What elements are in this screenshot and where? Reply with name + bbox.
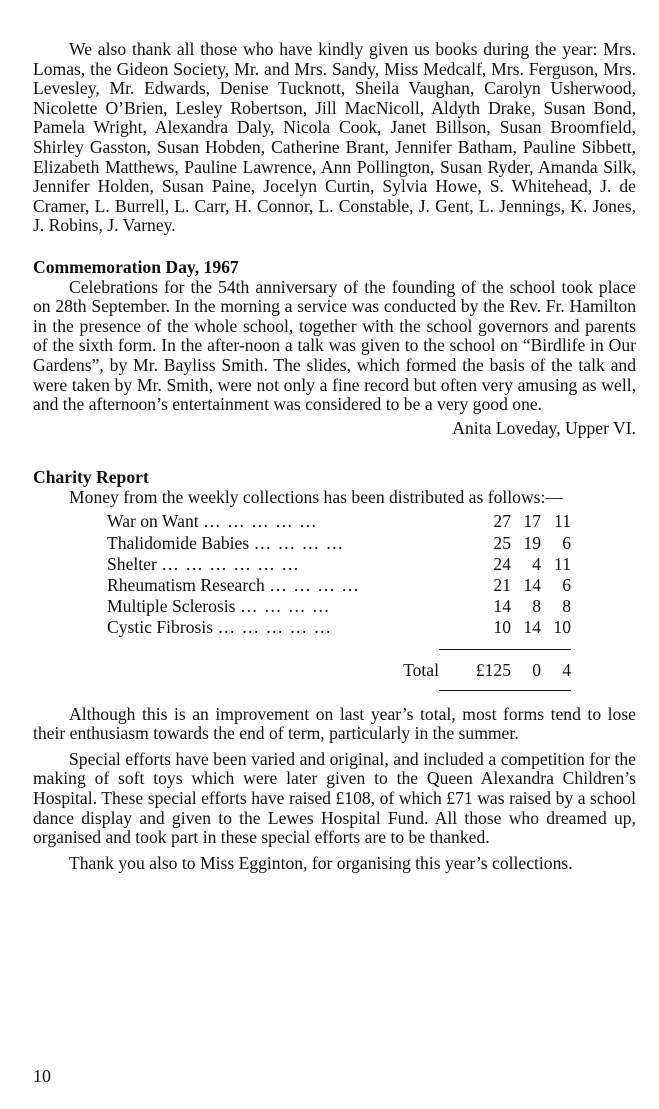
charity-paragraph-2: Special efforts have been varied and original, and included a competition for the making of soft toys which were later given to the Queen Alexandra Children’s Hospital. These special efforts have raised £108, of which £71 was raised by a school dance display and given to the Lewes Hospital Fund. All those who dreamed up, organised and took part in these special efforts are to be thanked.: [33, 748, 636, 848]
charity-row: [107, 511, 571, 532]
charity-name: [107, 511, 439, 532]
table-rule-top: [107, 639, 571, 650]
charity-pence: 6: [562, 575, 571, 596]
charity-pence: 6: [562, 532, 571, 553]
leader-dots: … … … … …: [203, 511, 318, 532]
charity-shillings: 4: [532, 553, 541, 574]
charity-pounds: 21: [493, 575, 511, 596]
charity-pounds: 25: [493, 532, 511, 553]
leader-dots: … … … … … …: [161, 553, 300, 574]
charity-shillings: 14: [523, 617, 541, 638]
charity-pounds: 24: [493, 553, 511, 574]
charity-row: [107, 617, 571, 638]
charity-row: [107, 596, 571, 617]
leader-dots: … … … … …: [217, 617, 333, 638]
total-shillings: 0: [532, 659, 541, 680]
charity-name-text: Multiple Sclerosis: [107, 596, 236, 617]
page-number: 10: [33, 1066, 51, 1086]
charity-shillings: 8: [532, 596, 541, 617]
charity-paragraph-1: Although this is an improvement on last year’s total, most forms tend to lose their enthusiasm towards the end of term, particularly in the summer.: [33, 703, 636, 744]
charity-row: [107, 533, 571, 554]
charity-shillings: 19: [523, 532, 541, 553]
charity-pence: 11: [554, 553, 571, 574]
charity-name-text: Cystic Fibrosis: [107, 617, 214, 638]
total-label: Total: [403, 659, 439, 680]
total-pounds: £125: [475, 659, 511, 680]
charity-pence: 8: [562, 596, 571, 617]
charity-name-text: Rheumatism Research: [107, 575, 265, 596]
commemoration-heading: Commemoration Day, 1967: [33, 256, 239, 277]
charity-name-text: War on Want: [107, 511, 199, 532]
charity-name-text: Shelter: [107, 553, 157, 574]
book-donors-paragraph: We also thank all those who have kindly given us books during the year: Mrs. Lomas, the Gideon Society, Mr. and Mrs. Sandy, Miss Medcalf, Mrs. Ferguson, Mrs. Levesley, Mr. Edwards, Denise Tucknott, Sheila Vaughan, Carolyn Usherwood, Nicolette O’Brien, Lesley Robertson, Jill MacNicoll, Aldyth Drake, Susan Bond, Pamela Wright, Alexandra Daly, Nicola Cook, Janet Billson, Susan Broomfield, Shirley Gasston, Susan Hobden, Catherine Brant, Jennifer Batham, Pauline Sibbett, Elizabeth Matthews, Pauline Lawrence, Ann Pollington, Susan Ryder, Amanda Silk, Jennifer Holden, Susan Paine, Jocelyn Curtin, Sylvia Howe, S. Whitehead, J. de Cramer, L. Burrell, L. Carr, H. Connor, L. Constable, J. Gent, L. Jennings, K. Jones, J. Robins, J. Varney.: [33, 39, 636, 236]
charity-pounds: 10: [493, 617, 511, 638]
charity-paragraph-3: Thank you also to Miss Egginton, for organising this year’s collections.: [69, 852, 573, 873]
commemoration-body: Celebrations for the 54th anniversary of the founding of the school took place on 28th September. In the morning a service was conducted by the Rev. Fr. Hamilton in the presence of the whole school, together with the school governors and parents of the sixth form. In the after-noon a talk was given to the school on “Birdlife in Our Gardens”, by Mr. Bayliss Smith. The slides, which formed the basis of the talk and were taken by Mr. Smith, were not only a fine record but often very amusing as well, and the afternoon’s entertainment was considered to be a very good one.: [33, 276, 636, 415]
leader-dots: … … … …: [253, 532, 345, 553]
charity-name: [107, 575, 439, 596]
charity-name: [107, 533, 439, 554]
charity-pence: 10: [553, 617, 571, 638]
charity-shillings: 14: [523, 575, 541, 596]
commemoration-section: [33, 258, 636, 438]
charity-intro: Money from the weekly collections has been distributed as follows:—: [69, 486, 563, 507]
charity-name: [107, 596, 439, 617]
charity-shillings: 17: [523, 511, 541, 532]
document-page: [33, 40, 636, 873]
total-pence: 4: [562, 659, 571, 680]
leader-dots: … … … …: [269, 575, 360, 596]
table-rule-bottom: [107, 690, 571, 691]
charity-pounds: 14: [493, 596, 511, 617]
commemoration-signature: Anita Loveday, Upper VI.: [452, 417, 636, 438]
total-row: [107, 650, 571, 690]
charity-row: [107, 554, 571, 575]
charity-pence: 11: [554, 511, 571, 532]
charity-heading: Charity Report: [33, 467, 149, 488]
charity-name: [107, 554, 439, 575]
charity-name: [107, 617, 439, 638]
charity-name-text: Thalidomide Babies: [107, 532, 250, 553]
charity-distribution-table: [107, 511, 571, 690]
charity-row: [107, 575, 571, 596]
charity-section: [33, 468, 636, 873]
charity-pounds: 27: [493, 511, 511, 532]
leader-dots: … … … …: [239, 596, 331, 617]
